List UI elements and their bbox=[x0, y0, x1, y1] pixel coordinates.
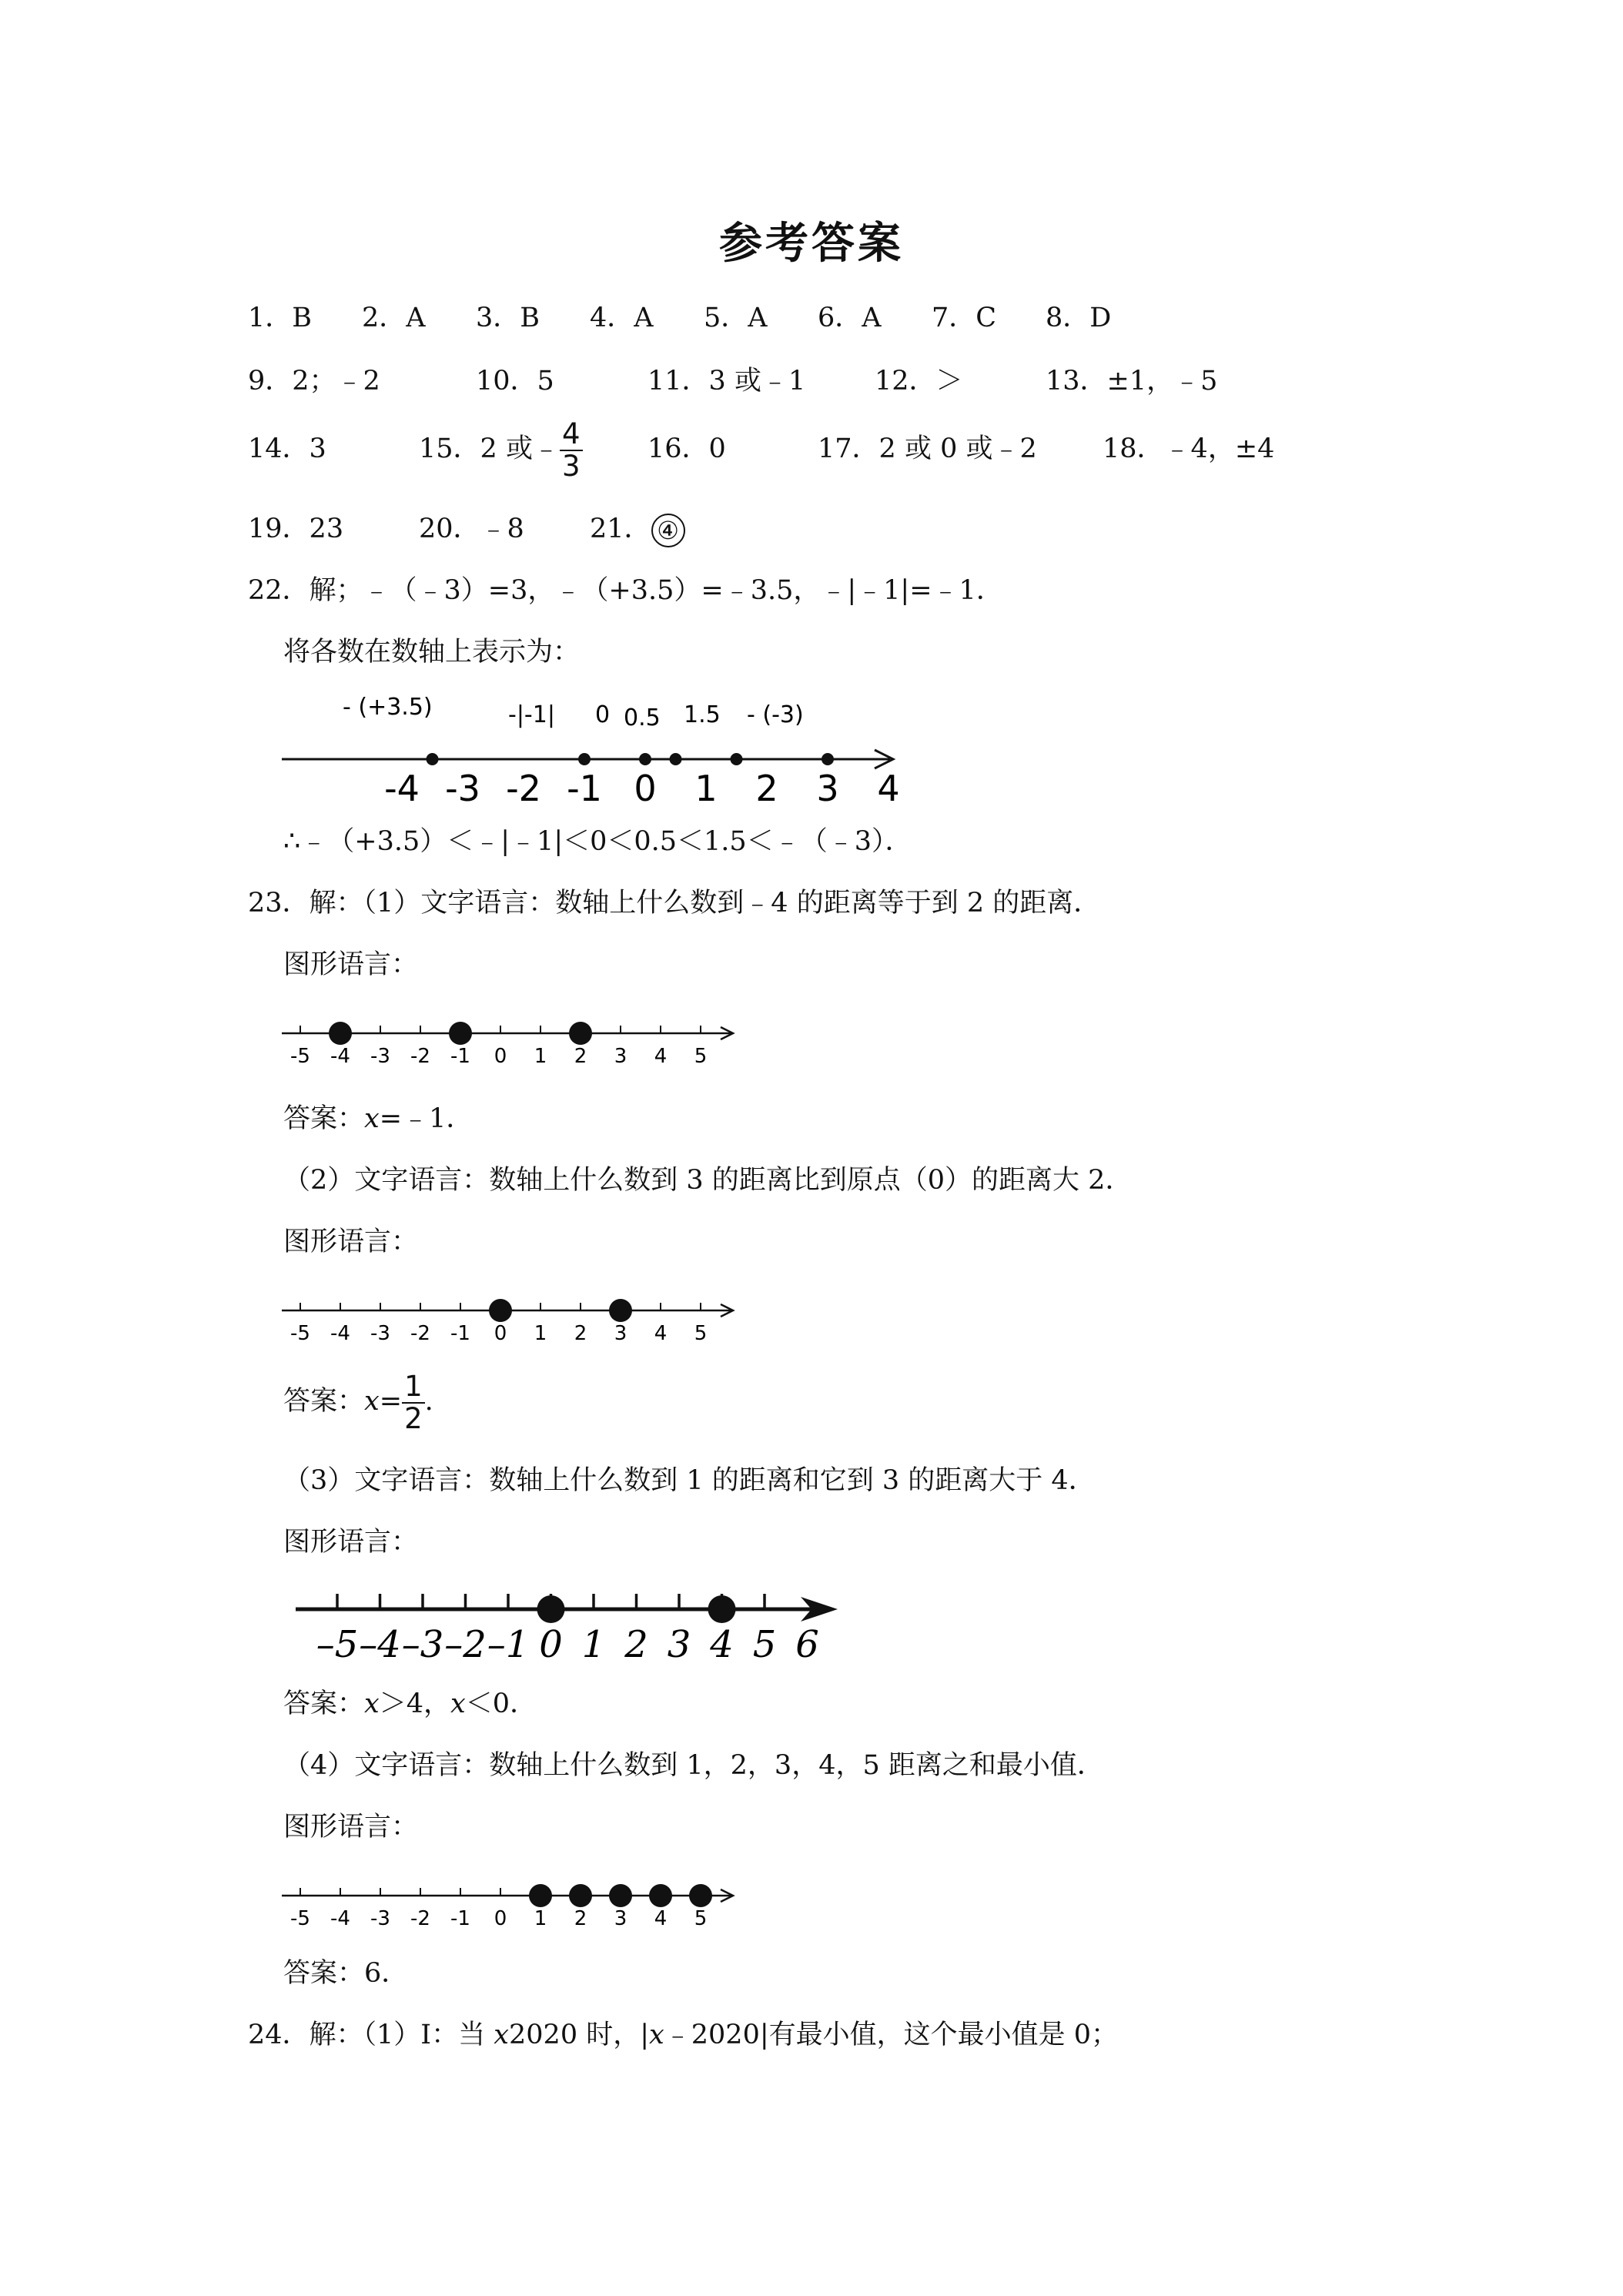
point-label: - (+3.5) bbox=[343, 694, 433, 721]
point-label: 0.5 bbox=[624, 705, 661, 731]
q22-conclusion: ∴﹣（+3.5）＜﹣|﹣1|＜0＜0.5＜1.5＜﹣（﹣3）． bbox=[283, 826, 912, 857]
tick-label: -1 bbox=[567, 768, 602, 809]
q23-part4-number-line bbox=[277, 1871, 739, 1933]
q22-solution: 22．解；﹣（﹣3）=3，﹣（+3.5）=﹣3.5，﹣|﹣1|=﹣1． bbox=[248, 575, 1003, 606]
answer-item-7: 7．C bbox=[932, 303, 997, 333]
tick-label: 3 bbox=[614, 1322, 627, 1345]
axis-point bbox=[427, 753, 439, 765]
q23-part4-graph-label: 图形语言： bbox=[283, 1812, 419, 1842]
q23-part3-graph-label: 图形语言： bbox=[283, 1527, 419, 1558]
tick-label: -4 bbox=[330, 1907, 350, 1930]
fraction-four-thirds: $\frac{4}{3}$ bbox=[560, 419, 583, 482]
q22-intro: 将各数在数轴上表示为： bbox=[283, 637, 581, 668]
q23-part3-text: （3）文字语言：数轴上什么数到 1 的距离和它到 3 的距离大于 4． bbox=[283, 1465, 1096, 1496]
q22-number-line bbox=[277, 685, 909, 808]
tick-label: 1 bbox=[581, 1623, 606, 1666]
q23-part3-number-line bbox=[293, 1571, 855, 1671]
answer-item-8: 8．D bbox=[1046, 303, 1112, 333]
tick-label: 0 bbox=[539, 1623, 563, 1666]
axis-point bbox=[689, 1884, 712, 1907]
tick-label: 5 bbox=[752, 1623, 777, 1666]
answer-item-3: 3．B bbox=[476, 303, 540, 333]
axis-point bbox=[609, 1884, 632, 1907]
axis-point bbox=[578, 753, 591, 765]
answer-item-15: 15．2 或﹣ $\frac{4}{3}$ bbox=[419, 414, 583, 484]
axis-point bbox=[537, 1595, 565, 1623]
tick-label: 5 bbox=[694, 1322, 708, 1345]
tick-label: -3 bbox=[370, 1045, 390, 1068]
q23-part2-answer: 答案：x= $\frac{1}{2}$ . bbox=[283, 1369, 433, 1435]
tick-label: -2 bbox=[410, 1907, 430, 1930]
tick-label: 0 bbox=[494, 1045, 507, 1068]
tick-label: -1 bbox=[450, 1907, 470, 1930]
tick-label: 4 bbox=[877, 768, 900, 809]
tick-label: -5 bbox=[290, 1045, 310, 1068]
page-title: 参考答案 bbox=[719, 219, 904, 269]
answer-item-4: 4．A bbox=[590, 303, 654, 333]
answer-item-13: 13．±1，﹣5 bbox=[1046, 366, 1218, 397]
tick-label: 2 bbox=[574, 1907, 587, 1930]
q23-part2-text: （2）文字语言：数轴上什么数到 3 的距离比到原点（0）的距离大 2． bbox=[283, 1165, 1133, 1196]
tick-label: 5 bbox=[694, 1907, 708, 1930]
tick-label: 4 bbox=[710, 1623, 734, 1666]
axis-point bbox=[569, 1884, 592, 1907]
answer-item-11: 11．3 或﹣1 bbox=[648, 366, 806, 397]
tick-label: 4 bbox=[654, 1322, 668, 1345]
q23-part4-answer: 答案：6． bbox=[283, 1958, 409, 1989]
tick-label: –3 bbox=[401, 1623, 444, 1666]
point-label: - (-3) bbox=[747, 701, 804, 728]
axis-point bbox=[822, 753, 834, 765]
answer-item-2: 2．A bbox=[362, 303, 426, 333]
answer-item-1: 1．B bbox=[248, 303, 313, 333]
tick-label: -1 bbox=[450, 1045, 470, 1068]
tick-label: -5 bbox=[290, 1907, 310, 1930]
answer-item-10: 10．5 bbox=[476, 366, 554, 397]
answer-item-14: 14．3 bbox=[248, 433, 326, 464]
tick-label: 3 bbox=[614, 1907, 627, 1930]
axis-ticks bbox=[316, 1594, 819, 1666]
answer-item-5: 5．A bbox=[704, 303, 768, 333]
axis-point bbox=[449, 1022, 472, 1045]
axis-point bbox=[569, 1022, 592, 1045]
tick-label: –1 bbox=[487, 1623, 530, 1666]
answer-item-20: 20．﹣8 bbox=[419, 514, 524, 544]
q23-part1-graph-label: 图形语言： bbox=[283, 949, 419, 980]
answer-item-17: 17．2 或 0 或﹣2 bbox=[818, 433, 1037, 464]
tick-label: 4 bbox=[654, 1907, 668, 1930]
tick-label: –4 bbox=[359, 1623, 401, 1666]
tick-label: -2 bbox=[410, 1322, 430, 1345]
tick-label: –5 bbox=[316, 1623, 359, 1666]
point-label: 0 bbox=[595, 701, 611, 728]
tick-label: -2 bbox=[410, 1045, 430, 1068]
q23-part1-text: 23．解：（1）文字语言：数轴上什么数到﹣4 的距离等于到 2 的距离． bbox=[248, 888, 1101, 919]
tick-label: -3 bbox=[370, 1322, 390, 1345]
tick-label: -4 bbox=[384, 768, 420, 809]
axis-point bbox=[649, 1884, 672, 1907]
axis-point bbox=[609, 1299, 632, 1322]
tick-label: -2 bbox=[506, 768, 541, 809]
q23-part3-answer: 答案：x＞4，x＜0． bbox=[283, 1689, 537, 1719]
answer-item-18: 18．﹣4，±4 bbox=[1103, 433, 1275, 464]
point-label: 1.5 bbox=[684, 701, 721, 728]
tick-label: -5 bbox=[290, 1322, 310, 1345]
tick-label: 1 bbox=[534, 1907, 547, 1930]
answer-item-19: 19．23 bbox=[248, 514, 344, 544]
tick-label: 3 bbox=[816, 768, 839, 809]
axis-point bbox=[639, 753, 651, 765]
q23-part2-number-line bbox=[277, 1286, 739, 1347]
tick-label: -3 bbox=[370, 1907, 390, 1930]
axis-point bbox=[329, 1022, 352, 1045]
axis-point bbox=[708, 1595, 736, 1623]
tick-label: 3 bbox=[667, 1623, 691, 1666]
tick-label: -1 bbox=[450, 1322, 470, 1345]
tick-label: 6 bbox=[795, 1623, 819, 1666]
tick-label: -3 bbox=[445, 768, 480, 809]
axis-point bbox=[489, 1299, 512, 1322]
circled-number-4: ④ bbox=[651, 514, 685, 547]
tick-label: 0 bbox=[494, 1907, 507, 1930]
axis-point bbox=[670, 753, 682, 765]
answer-item-6: 6．A bbox=[818, 303, 882, 333]
q23-part1-answer: 答案：x=﹣1． bbox=[283, 1103, 474, 1134]
tick-label: 2 bbox=[755, 768, 778, 809]
tick-label: -4 bbox=[330, 1045, 350, 1068]
answer-item-21: 21． ④ bbox=[590, 510, 685, 548]
answer-item-16: 16．0 bbox=[648, 433, 726, 464]
axis-point bbox=[731, 753, 743, 765]
tick-label: 0 bbox=[494, 1322, 507, 1345]
axis-point bbox=[529, 1884, 552, 1907]
tick-label: 1 bbox=[534, 1322, 547, 1345]
tick-label: 3 bbox=[614, 1045, 627, 1068]
tick-label: 2 bbox=[624, 1623, 648, 1666]
tick-label: 2 bbox=[574, 1045, 587, 1068]
tick-label: 0 bbox=[634, 768, 657, 809]
q24-solution: 24．解：（1）Ⅰ：当 x2020 时，|x﹣2020|有最小值，这个最小值是 0； bbox=[248, 2020, 1119, 2050]
point-labels bbox=[343, 694, 804, 731]
answer-item-9: 9．2；﹣2 bbox=[248, 366, 380, 397]
tick-label: 1 bbox=[534, 1045, 547, 1068]
q23-part1-number-line bbox=[277, 1009, 739, 1070]
point-label: -|-1| bbox=[508, 701, 555, 728]
tick-label: 1 bbox=[694, 768, 718, 809]
tick-label: 4 bbox=[654, 1045, 668, 1068]
answer-item-12: 12．＞ bbox=[875, 366, 963, 397]
q23-part4-text: （4）文字语言：数轴上什么数到 1，2，3，4，5 距离之和最小值． bbox=[283, 1750, 1104, 1781]
tick-label: 5 bbox=[694, 1045, 708, 1068]
tick-label: -4 bbox=[330, 1322, 350, 1345]
q23-part2-graph-label: 图形语言： bbox=[283, 1227, 419, 1257]
fraction-one-half: $\frac{1}{2}$ bbox=[402, 1371, 425, 1434]
axis-ticks bbox=[384, 768, 900, 809]
tick-label: –2 bbox=[444, 1623, 487, 1666]
tick-label: 2 bbox=[574, 1322, 587, 1345]
